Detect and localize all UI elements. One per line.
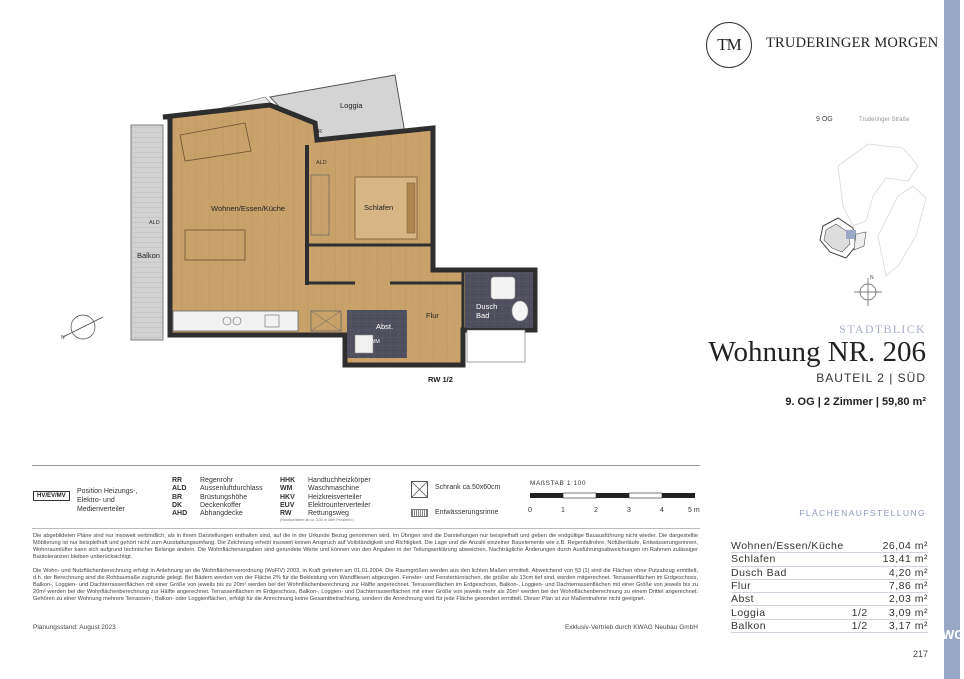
scale-tick: 0 [528,507,532,514]
page-number: 217 [912,649,928,659]
rinne-label: Entwässerungsrinne [435,509,499,516]
room-label-dusch-bad: Dusch Bad [476,302,498,320]
legend-item: EUV Elektrounterverteiler [280,501,371,509]
disclaimer-paragraph-1: Die abgebildeten Pläne sind nur insoweit verbindlich, als in ihnen Darstellungen enthalten sind, auf die in der Urkunde Bezug genommen wird. Im Übrigen sind die Darstellungen nur beispielhaft und geben die endgültige Bauausführung nicht wieder. Die dargestellte Möblierung ist nur beispielhaft und gehört nicht zum Ausstattungsumfang. Die Zeichnung erhebt insoweit keinen Anspruch auf Vollständigkeit und Richtigkeit. Die Lage und die Anzahl einzelner Bauelemente wie z.B. Regenfallrohre, Notüberläufe, Entwässerungsrinnen, Wohnraumlüfter kann sich aufgrund technischer Belange ändern. Die Wohnflächenangaben sind gerundete Werte und können von den Angaben in der Teilungserklärung abweichen. Nachträgliche Änderungen durch Ausführungsabweichungen im Rahmen zulässiger Bautoleranzen bleiben unberücksichtigt. [33,533,698,560]
scale-tick: 1 [561,507,565,514]
tag-rw: RW 1/2 [428,375,453,384]
room-label-abst: Abst. [376,322,394,331]
svg-text:N: N [61,335,65,341]
scale-title: MAßSTAB 1:100 [530,480,587,487]
keyplan-floor: 9 OG [816,116,833,123]
plan-date: Planungsstand: August 2023 [33,624,116,631]
svg-text:N: N [870,275,874,281]
brand-name: TRUDERINGER MORGEN [766,35,939,51]
schrank-symbol-icon [411,481,428,498]
tag-ald-2: ALD [316,160,327,166]
legend-item: BR Brüstungshöhe [172,493,248,501]
tag-rr: RR [314,129,322,135]
legend-col-2 [280,477,371,522]
schrank-label: Schrank ca.50x60cm [435,484,501,491]
strip-mark: WG [942,627,964,642]
areas-title: FLÄCHENAUFSTELLUNG [799,508,926,518]
legend-item: HHK Handtuchheizkörper [280,477,371,484]
keyplan-highlight [846,230,856,239]
room-label-balkon: Balkon [137,251,160,260]
disclaimer-divider [32,528,700,529]
table-row: Abst 2,03 m² [731,593,928,606]
legend-note: (Handtuchleiter ab ca. 3,50 m über Fensterbr.) [280,518,354,523]
legend-item: RR Regenrohr [172,477,234,484]
apartment-summary: 9. OG | 2 Zimmer | 59,80 m² [785,396,926,408]
room-label-schlafen: Schlafen [364,203,394,212]
area-table [731,540,928,633]
scale-tick: 3 [627,507,631,514]
keyplan-map [808,126,933,306]
legend-badge-text: Position Heizungs-, Elektro- und Medienverteiler [77,488,138,513]
disclaimer-paragraph-2: Die Wohn- und Nutzflächenberechnung erfolgt in Anlehnung an die Wohnflächenverordnung (WoFlV) 2003, in Kraft getreten am 01.01.2004. Die Raumgrößen werden aus den lichten Maßen ermittelt. Abweichend von §3 (1) sind die Flächen ohne Putzabzug ermittelt, d.h. der Berechnung sind die Rohbaumaße zugrunde gelegt. Bei Bädern werden von der Fläche 2% für die Bekleidung von Wandfliesen abgezogen. Fenster- und Fenstertürnischen, die größer als 13cm tief sind, werden mitgerechnet. Terrassenflächen im Erdgeschoss, Balkon-, Loggien- und Dachterrassenflächen mit einer Größe von jeweils bis zu 20m² werden bei der Wohnflächenberechnung zur Hälfte angerechnet. Terrassenflächen im Erdgeschoss, Balkon-, Loggien- und Dachterrassenflächen mit einer Größe von jeweils bis zu 20m² werden bei der Wohnflächenberechnung zur Hälfte angerechnet. Terrassenflächen im Erdgeschoss, Balkon-, Loggien- und Dachterrassenflächen mit einer Größe von jeweils mehr als 20m² werden bei der Wohnflächenberechnung zu einem Drittel angerechnet. Gehören zu einer Wohnung mehrere Terrassen-, Balkon- oder Loggienflächen, erfolgt für die Anrechnung keine Gesamtbetrachtung, sondern die Anrechnung wird für jede Fläche gesondert ermittelt. Dieser Plan ist zur Maßentnahme nicht geeignet. [33,568,698,602]
vertrieb: Exklusiv-Vertrieb durch KWAG Neubau GmbH [564,624,698,631]
apartment-title: Wohnung NR. 206 [708,336,926,368]
table-row: Flur 7,86 m² [731,580,928,593]
legend-item: ALD Aussenluftdurchlass [172,485,263,493]
table-row: Schlafen 13,41 m² [731,553,928,566]
room-label-flur: Flur [426,311,439,320]
bauteil: BAUTEIL 2 | SÜD [816,371,926,385]
scale-tick: 2 [594,507,598,514]
room-label-loggia: Loggia [340,101,363,110]
legend-divider [32,465,700,466]
legend-item: AHD Abhangdecke [172,510,243,518]
legend-badge: HV/EV/MV [33,491,70,501]
scale-tick: 5 m [688,507,700,514]
room-label-wohnen: Wohnen/Essen/Küche [211,204,286,213]
table-row: Dusch Bad 4,20 m² [731,566,928,579]
legend-item: HKV Heizkreisverteiler [280,493,362,501]
apartment-subtitle: STADTBLICK [839,322,926,336]
floor-plan [55,65,545,390]
scale-tick: 4 [660,507,664,514]
legend-item: WM Waschmaschine [280,485,360,493]
tag-ald: ALD [149,220,160,226]
rinne-symbol-icon [411,509,428,517]
table-row: Loggia 1/2 3,09 m² [731,606,928,619]
scale-bar [530,492,700,502]
table-row: Wohnen/Essen/Küche 26,04 m² [731,540,928,553]
tag-wm: WM [370,339,380,345]
legend-col-1 [172,477,263,518]
keyplan-street: Truderinger Straße [859,117,910,123]
logo-monogram: TM [717,35,741,54]
table-row: Balkon 1/2 3,17 m² [731,619,928,632]
legend-item: DK Deckenkoffer [172,501,242,509]
legend-item: RW Rettungsweg [280,510,349,518]
accent-strip [942,0,964,679]
